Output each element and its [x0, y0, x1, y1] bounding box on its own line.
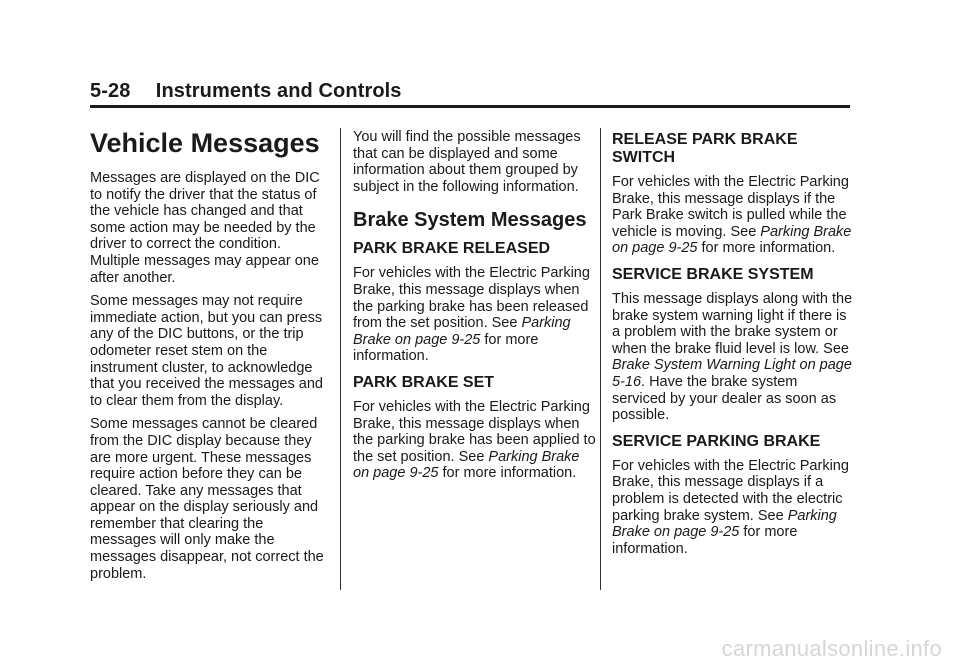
- message-text: For vehicles with the Electric Parking Brake, this message displays if the Park Brake switch is pulled while the vehicle is moving. See Parking Brake on page 9-25 for more information.: [612, 174, 852, 257]
- cross-reference-link[interactable]: Parking Brake on page 9-25: [353, 448, 580, 482]
- message-text: This message displays along with the brake system warning light if there is a problem with the brake system or when the brake fluid level is low. See Brake System Warning Light on page 5-16. Have the brake system serviced by your dealer as soon as possible.: [612, 290, 853, 424]
- column-divider-2: [600, 128, 601, 590]
- chapter-title: Instruments and Controls: [155, 80, 402, 102]
- message-title-release-park-brake-switch: RELEASE PARK BRAKE SWITCH: [612, 131, 798, 166]
- paragraph: Messages are displayed on the DIC to notify the driver that the status of the vehicle has changed and that some action may be needed by the driver to correct the condition. Multiple messages may appear one after another.: [90, 170, 320, 286]
- paragraph: You will find the possible messages that can be displayed and some information about them grouped by subject in the following information.: [353, 129, 581, 195]
- column-3: [612, 129, 855, 564]
- page-number: 5-28: [90, 80, 131, 102]
- subsection-title: Brake System Messages: [353, 209, 587, 232]
- paragraph: Some messages may not require immediate action, but you can press any of the DIC buttons, or the trip odometer reset stem on the instrument cluster, to acknowledge that you received the messages and to clear them from the display.: [90, 293, 323, 409]
- cross-reference-link[interactable]: Parking Brake on page 9-25: [612, 223, 852, 257]
- header-rule: [90, 105, 850, 108]
- header-text: [90, 80, 850, 103]
- message-title-service-brake-system: SERVICE BRAKE SYSTEM: [612, 265, 814, 283]
- column-2: [353, 129, 596, 489]
- cross-reference-link[interactable]: Parking Brake on page 9-25: [353, 315, 571, 348]
- watermark: carmanualsonline.info: [721, 636, 942, 661]
- column-1: [90, 128, 333, 589]
- message-title-park-brake-released: PARK BRAKE RELEASED: [353, 240, 551, 258]
- paragraph: Some messages cannot be cleared from the DIC display because they are more urgent. These messages require action before they can be cleared. Take any messages that appear on the display seriously and remember that clearing the messages will only make the messages disappear, not correct the problem.: [90, 416, 324, 582]
- column-divider-1: [340, 128, 341, 590]
- message-text: For vehicles with the Electric Parking Brake, this message displays when the parking brake has been applied to the set position. See Parking Brake on page 9-25 for more information.: [353, 398, 596, 482]
- message-text: For vehicles with the Electric Parking Brake, this message displays if a problem is detected with the electric parking brake system. See Parking Brake on page 9-25 for more information.: [612, 457, 849, 557]
- message-title-park-brake-set: PARK BRAKE SET: [353, 373, 495, 391]
- cross-reference-link[interactable]: Brake System Warning Light on page 5-16: [612, 357, 852, 390]
- message-title-service-parking-brake: SERVICE PARKING BRAKE: [612, 432, 821, 450]
- section-title: Vehicle Messages: [90, 128, 320, 158]
- message-text: For vehicles with the Electric Parking Brake, this message displays when the parking brake has been released from the set position. See Parking Brake on page 9-25 for more information.: [353, 265, 590, 365]
- cross-reference-link[interactable]: Parking Brake on page 9-25: [612, 507, 837, 541]
- page-header: [90, 80, 850, 108]
